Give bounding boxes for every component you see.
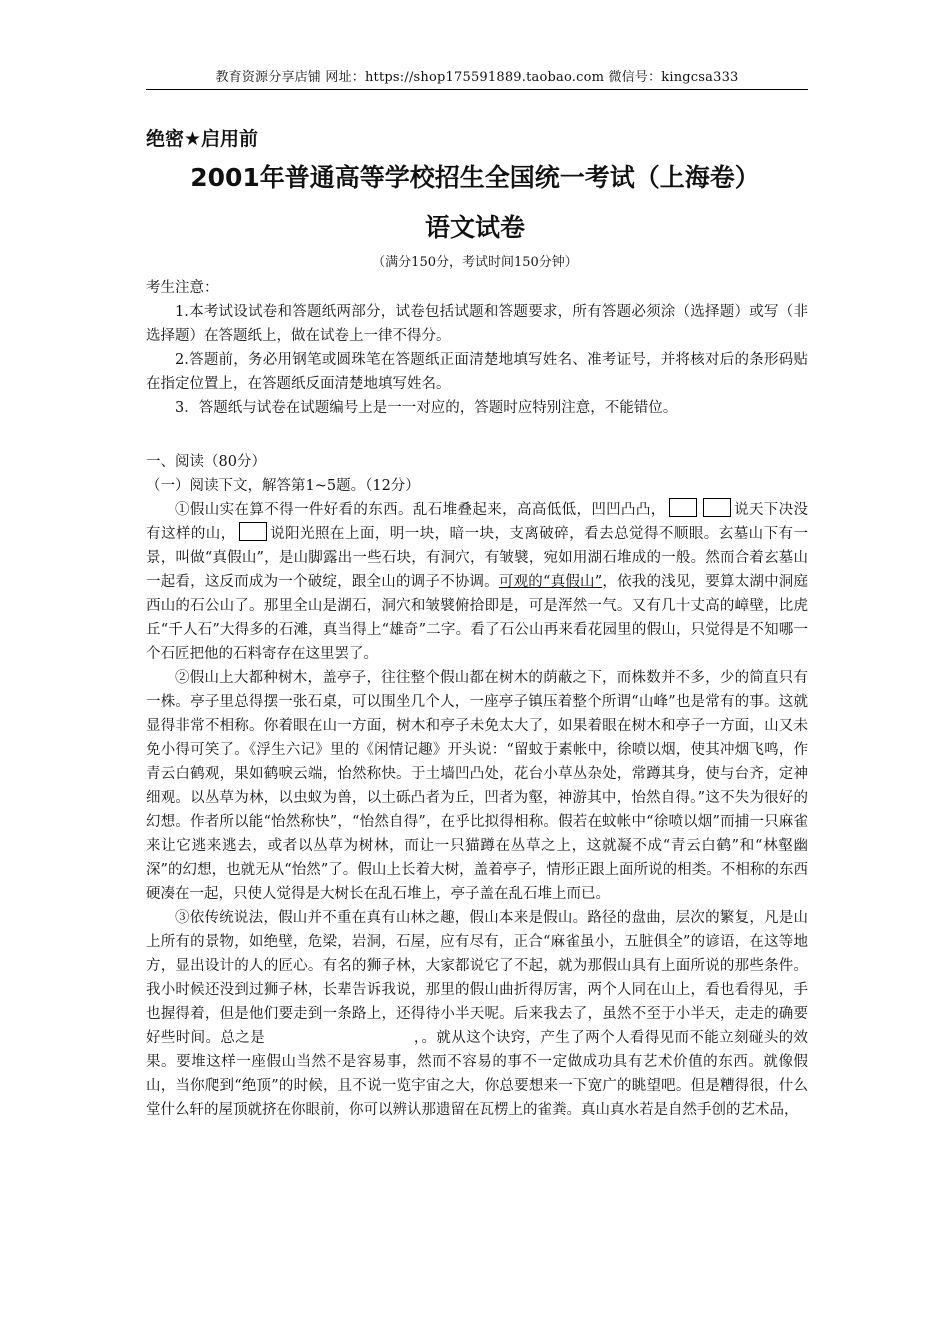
para1-text-d: ，依我的浅见，要算太湖中洞庭西山的石公山了。那里全山是湖石，洞穴和皱襞俯拾即是，可是浑然一气。又有几十丈高的嶂壁，比虎丘“千人石”大得多的石滩，真当得上“雄奇”二字。看了石公山再来看花园里的假山，只觉得是不知哪一个石匠把他的石料寄存在这里罢了。 xyxy=(146,574,809,662)
note-item: 3．答题纸与试卷在试题编号上是一一对应的，答题时应特别注意，不能错位。 xyxy=(175,400,678,416)
answer-blank[interactable] xyxy=(239,522,267,541)
underlined-phrase: 可观的“真假山” xyxy=(498,574,603,590)
exam-title: 2001年普通高等学校招生全国统一考试（上海卷） xyxy=(190,163,760,192)
paragraph-3 xyxy=(146,906,808,1122)
para1-text-c: 说阳光照在上面，明一块，暗一块，支离破碎，看去总觉得不顺眼。玄墓山下有一景，叫做“真假山”，是山脚露出一些石块，有洞穴，有皱襞，宛如用湖石堆成的一般。然而合着玄墓山一起看，这反而成为一个破绽，跟全山的调子不协调。 xyxy=(146,526,809,590)
page-header: 教育资源分享店铺 网址：https://shop175591889.taobao.com 微信号：kingcsa333 xyxy=(146,66,808,90)
note-item: 2.答题前，务必用钢笔或圆珠笔在答题纸正面清楚地填写姓名、准考证号，并将核对后的条形码贴在指定位置上，在答题纸反面清楚地填写姓名。 xyxy=(146,352,808,392)
answer-blank[interactable] xyxy=(669,498,697,517)
score-line: （满分150分，考试时间150分钟） xyxy=(372,255,578,270)
answer-gap[interactable] xyxy=(265,1030,414,1046)
para3-text-b: 。就从这个诀窍，产生了两个人看得见而不能立刻碰头的效果。要堆这样一座假山当然不是容易事，然而不容易的事不一定做成功具有艺术价值的东西。就像假山，当你爬到“绝顶”的时候，且不说一览宇宙之大，你总要想来一下宽广的眺望吧。但是糟得很，什么堂什么轩的屋顶就挤在你眼前，你可以辨认那遗留在瓦楞上的雀粪。真山真水若是自然手创的艺术品， xyxy=(146,1030,809,1118)
paragraph-2: ②假山上大都种树木，盖亭子，往往整个假山都在树木的荫蔽之下，而株数并不多，少的简直只有一株。亭子里总得摆一张石桌，可以围坐几个人，一座亭子镇压着整个所谓“山峰”也是常有的事。这就显得非常不相称。你着眼在山一方面，树木和亭子未免太大了，如果着眼在树木和亭子一方面，山又未免小得可笑了。《浮生六记》里的《闲情记趣》开头说：“留蚊于素帐中，徐喷以烟，使其冲烟飞鸣，作青云白鹤观，果如鹤唳云端，怡然称快。于土墙凹凸处，花台小草丛杂处，常蹲其身，使与台齐，定神细观。以丛草为林，以虫蚁为兽，以土砾凸者为丘，凹者为壑，神游其中，怡然自得。”这不失为很好的幻想。作者所以能“怡然称快”，“怡然自得”，在乎比拟得相称。假若在蚊帐中“徐喷以烟”而捕一只麻雀来让它逃来逃去，或者以丛草为树林，而让一只猫蹲在丛草之上，这就凝不成“青云白鹤”和“林壑幽深”的幻想，也就无从“怡然”了。假山上长着大树，盖着亭子，情形正跟上面所说的相类。不相称的东西硬凑在一起，只使人觉得是大树长在乱石堆上，亭子盖在乱石堆上而已。 xyxy=(146,670,808,902)
candidate-notes xyxy=(146,276,808,420)
para3-text-a: ③依传统说法，假山并不重在真有山林之趣，假山本来是假山。路径的盘曲，层次的繁复，凡是山上所有的景物，如绝壁，危梁，岩洞，石屋，应有尽有，正合“麻雀虽小，五脏俱全”的谚语，在这等地方，显出设计的人的匠心。有名的狮子林，大家都说它了不起，就为那假山具有上面所说的那些条件。我小时候还没到过狮子林，长辈告诉我说，那里的假山曲折得厉害，两个人同在山上，看也看得见，手也握得着，但是他们要走到一条路上，还得待小半天呢。后来我去了，虽然不至于小半天，走走的确要好些时间。总之是 xyxy=(146,910,808,1046)
notes-heading: 考生注意： xyxy=(146,280,219,296)
answer-blank[interactable] xyxy=(703,498,731,517)
reading-section xyxy=(146,450,808,1122)
section-heading: 一、阅读（80分） xyxy=(146,454,266,470)
exam-subtitle: 语文试卷 xyxy=(424,213,525,242)
note-item: 1.本考试设试卷和答题纸两部分，试卷包括试题和答题要求，所有答题必须涂（选择题）或写（非选择题）在答题纸上，做在试卷上一律不得分。 xyxy=(146,304,808,344)
paragraph-1 xyxy=(146,498,808,666)
para1-text-b: 说天下决没有这样的山， xyxy=(146,502,808,542)
para3-comma: ， xyxy=(413,1030,422,1046)
sub-heading: （一）阅读下文，解答第1~5题。（12分） xyxy=(146,478,420,494)
para1-text-a: ①假山实在算不得一件好看的东西。乱石堆叠起来，高高低低，凹凹凸凸， xyxy=(175,502,666,518)
confidential-label: 绝密★启用前 xyxy=(146,128,259,150)
